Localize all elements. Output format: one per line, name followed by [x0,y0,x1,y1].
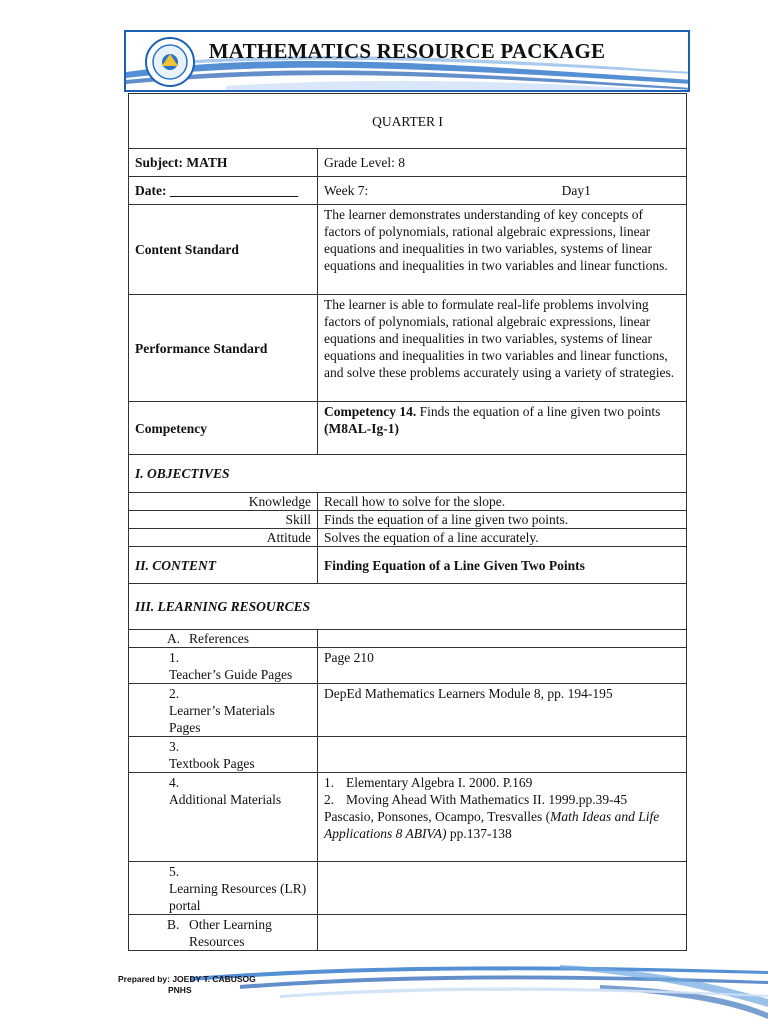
objective-row [129,511,687,529]
content-standard-label: Content Standard [129,205,318,295]
additional-extra [324,808,680,842]
list-item-num: 2. [324,792,335,807]
content-standard-row [129,205,687,295]
competency-lead: Competency 14. [324,404,417,419]
lr-portal-row [129,862,687,915]
resource-label: Textbook Pages [169,756,255,771]
references-value [318,630,687,648]
resource-row [129,737,687,773]
page-title: MATHEMATICS RESOURCE PACKAGE [208,39,606,63]
resource-label-cell [129,648,318,684]
objective-row [129,529,687,547]
other-resources-row [129,915,687,951]
extra-pages: pp.137-138 [446,826,512,841]
other-resources-label: Other Learning Resources [189,917,272,949]
resource-label-cell [129,773,318,862]
content-standard-text: The learner demonstrates understanding of key concepts of factors of polynomials, rational algebraic expressions, linear equations and inequalities in two variables, systems of linear equations and inequalities in two variables and linear functions. [318,205,687,295]
resource-value: DepEd Mathematics Learners Module 8, pp. 194-195 [318,684,687,737]
footer-swoosh-graphic [0,955,768,1024]
references-row [129,630,687,648]
references-label: References [189,631,249,646]
quarter-row [129,94,687,149]
week-label: Week 7: [324,183,369,198]
resource-num: 2. [169,686,180,701]
content-row [129,547,687,584]
performance-standard-text: The learner is able to formulate real-life problems involving factors of polynomials, rational algebraic expressions, linear equations and inequalities in two variables, systems of linear equations and inequalities in two variables and linear functions, and solve these problems accurately using a variety of strategies. [318,295,687,402]
resource-label: Additional Materials [169,792,282,807]
objective-knowledge-text: Recall how to solve for the slope. [318,493,687,511]
competency-description: Finds the equation of a line given two points [416,404,661,419]
resource-row [129,684,687,737]
resource-label: Teacher’s Guide Pages [169,667,293,682]
learning-resources-heading: III. LEARNING RESOURCES [129,584,687,630]
prepared-by-name: Prepared by: JOEDY T. CABUSOG [118,974,256,984]
resource-row [129,648,687,684]
list-item-num: 1. [324,775,335,790]
resource-num: 4. [169,775,180,790]
competency-text [318,402,687,455]
extra-title: Math Ideas and Life Applications 8 ABIVA) [324,809,660,841]
competency-code: (M8AL-Ig-1) [324,421,399,436]
other-resources-label-cell [129,915,318,951]
objective-attitude-text: Solves the equation of a line accurately. [318,529,687,547]
objectives-heading-row [129,455,687,493]
extra-authors: Pascasio, Ponsones, Ocampo, Tresvalles ( [324,809,551,824]
resource-label-cell [129,684,318,737]
list-item-text: Moving Ahead With Mathematics II. 1999.pp.39-45 [346,792,628,807]
grade-level-label: Grade Level: 8 [318,149,687,177]
objective-knowledge-label: Knowledge [129,493,318,511]
lesson-plan-table [128,93,687,951]
resource-num: 3. [169,739,180,754]
date-row [129,177,687,205]
resource-num: 1. [169,650,180,665]
additional-materials-value [318,773,687,862]
references-label-cell [129,630,318,648]
prepared-by [118,974,256,996]
list-item [324,774,680,791]
competency-label: Competency [129,402,318,455]
lr-portal-value [318,862,687,915]
resource-value [318,737,687,773]
week-cell [318,177,687,205]
learning-resources-heading-row [129,584,687,630]
header-banner [124,30,690,92]
objective-attitude-label: Attitude [129,529,318,547]
quarter-label: QUARTER I [129,94,687,149]
performance-standard-row [129,295,687,402]
subject-row [129,149,687,177]
resource-label: Learning Resources (LR) portal [169,881,307,913]
performance-standard-label: Performance Standard [129,295,318,402]
list-item [324,791,680,808]
resource-label-cell [129,862,318,915]
prepared-by-school: PNHS [168,985,192,995]
resource-label-cell [129,737,318,773]
resource-value: Page 210 [318,648,687,684]
references-marker: A. [167,631,181,646]
day-label: Day1 [561,183,591,198]
date-label: Date: ___________________ [129,177,318,205]
subject-label: Subject: MATH [129,149,318,177]
other-resources-marker: B. [167,917,180,932]
other-resources-value [318,915,687,951]
content-heading: II. CONTENT [129,547,318,584]
objectives-heading: I. OBJECTIVES [129,455,687,493]
competency-row [129,402,687,455]
objective-row [129,493,687,511]
list-item-text: Elementary Algebra I. 2000. P.169 [346,775,533,790]
objective-skill-label: Skill [129,511,318,529]
objective-skill-text: Finds the equation of a line given two points. [318,511,687,529]
content-text: Finding Equation of a Line Given Two Points [318,547,687,584]
resource-label: Learner’s Materials Pages [169,703,275,735]
resource-num: 5. [169,864,180,879]
additional-materials-row [129,773,687,862]
